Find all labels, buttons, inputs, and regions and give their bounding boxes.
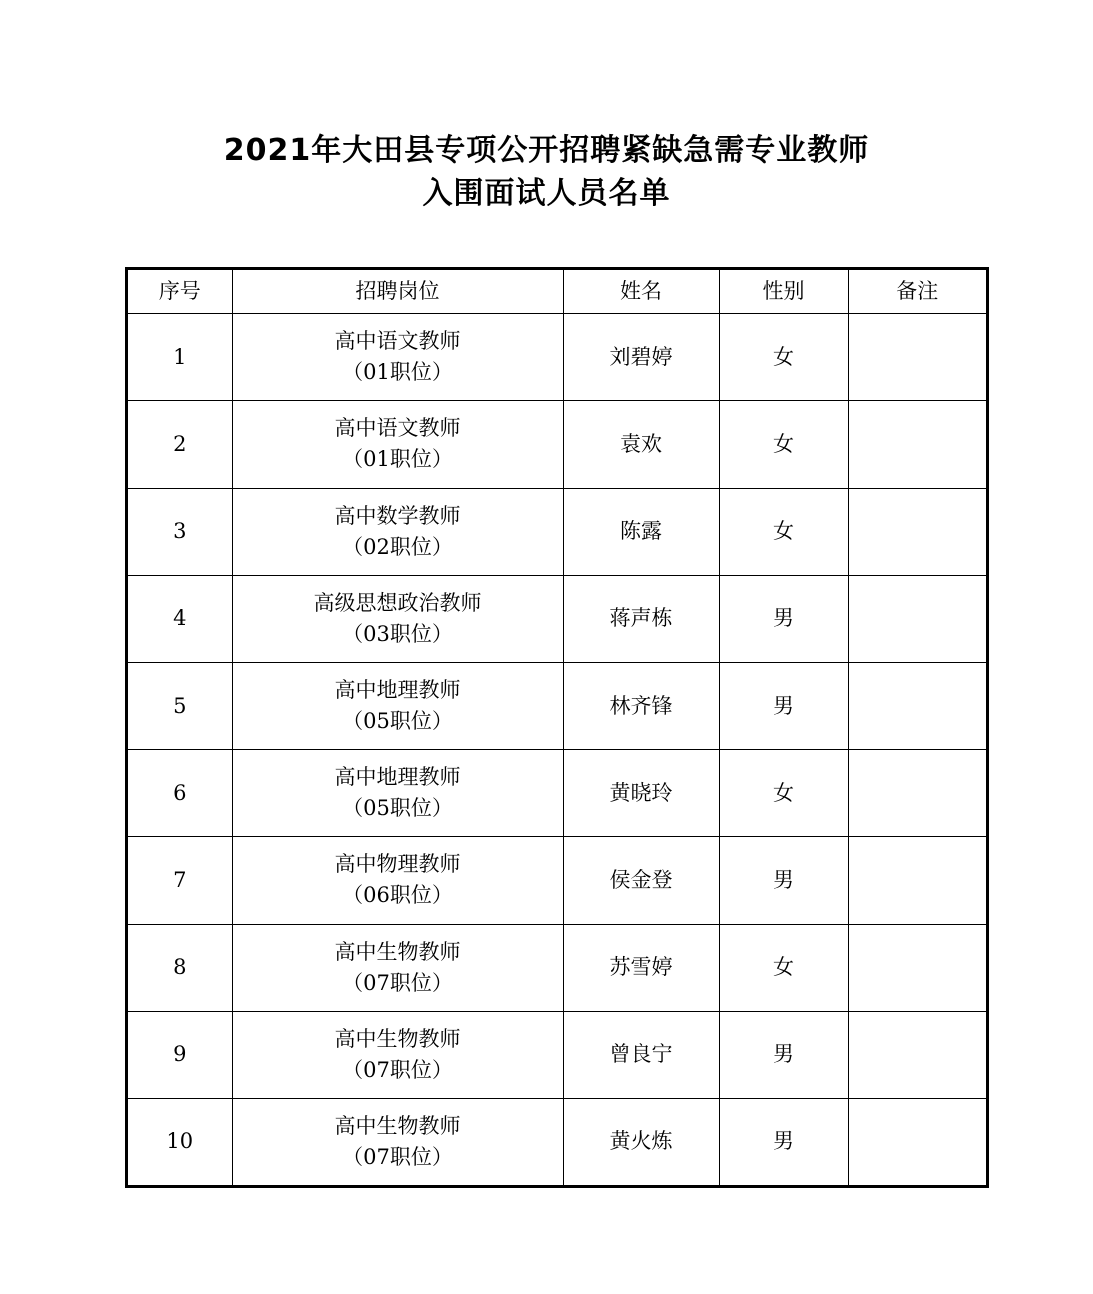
cell-post: [232, 401, 563, 488]
cell-no: 2: [128, 401, 232, 488]
cell-remark: [848, 575, 986, 662]
cell-gender: 女: [719, 488, 848, 575]
table-header-row: [128, 270, 986, 314]
cell-gender: 女: [719, 924, 848, 1011]
cell-gender: 女: [719, 401, 848, 488]
cell-gender: 女: [719, 750, 848, 837]
table-row: [128, 314, 986, 401]
cell-name: 苏雪婷: [563, 924, 719, 1011]
header-post: 招聘岗位: [232, 270, 563, 314]
cell-gender: 男: [719, 1011, 848, 1098]
cell-name: 袁欢: [563, 401, 719, 488]
cell-gender: 女: [719, 314, 848, 401]
table-row: [128, 488, 986, 575]
post-title: 高中生物教师: [334, 939, 461, 964]
cell-post: [232, 575, 563, 662]
table-row: [128, 750, 986, 837]
cell-gender: 男: [719, 575, 848, 662]
cell-post: [232, 1098, 563, 1185]
table-row: [128, 575, 986, 662]
post-code: （07职位）: [342, 1057, 453, 1082]
cell-no: 10: [128, 1098, 232, 1185]
cell-name: 刘碧婷: [563, 314, 719, 401]
post-title: 高中数学教师: [334, 503, 461, 528]
cell-post: [232, 1011, 563, 1098]
cell-name: 曾良宁: [563, 1011, 719, 1098]
post-title: 高中语文教师: [334, 329, 461, 354]
post-code: （06职位）: [342, 883, 453, 908]
table-row: [128, 837, 986, 924]
post-title: 高中生物教师: [334, 1113, 461, 1138]
table-row: [128, 924, 986, 1011]
post-title: 高中地理教师: [334, 678, 461, 702]
post-code: （03职位）: [342, 621, 453, 646]
cell-remark: [848, 488, 986, 575]
cell-remark: [848, 837, 986, 924]
cell-gender: 男: [719, 837, 848, 924]
header-gender: 性别: [719, 270, 848, 314]
cell-remark: [848, 401, 986, 488]
document-title: 2021年大田县专项公开招聘紧缺急需专业教师: [223, 133, 870, 168]
cell-remark: [848, 1098, 986, 1185]
cell-name: 蒋声栋: [563, 575, 719, 662]
table-row: [128, 1011, 986, 1098]
document-subtitle: 入围面试人员名单: [422, 176, 671, 211]
cell-name: 侯金登: [563, 837, 719, 924]
post-title: 高中地理教师: [334, 765, 461, 790]
table-row: [128, 1098, 986, 1185]
header-name: 姓名: [563, 270, 719, 314]
cell-remark: [848, 750, 986, 837]
cell-no: 3: [128, 488, 232, 575]
post-code: （05职位）: [342, 709, 453, 733]
post-title: 高中生物教师: [334, 1026, 461, 1051]
cell-gender: 男: [719, 1098, 848, 1185]
post-code: （07职位）: [342, 970, 453, 995]
post-title: 高中语文教师: [334, 416, 461, 441]
cell-name: 黄火炼: [563, 1098, 719, 1185]
post-code: （01职位）: [342, 360, 453, 385]
cell-name: 林齐锋: [563, 662, 719, 749]
cell-remark: [848, 924, 986, 1011]
cell-name: 陈露: [563, 488, 719, 575]
cell-post: [232, 924, 563, 1011]
header-no: 序号: [128, 270, 232, 314]
candidate-table: [125, 267, 989, 1188]
cell-post: [232, 314, 563, 401]
cell-post: [232, 488, 563, 575]
cell-post: [232, 750, 563, 837]
cell-gender: 男: [719, 662, 848, 749]
post-title: 高级思想政治教师: [313, 590, 482, 615]
cell-no: 7: [128, 837, 232, 924]
header-remark: 备注: [848, 270, 986, 314]
post-code: （01职位）: [342, 447, 453, 472]
cell-no: 4: [128, 575, 232, 662]
cell-no: 6: [128, 750, 232, 837]
post-title: 高中物理教师: [334, 852, 461, 877]
cell-post: [232, 662, 563, 749]
post-code: （05职位）: [342, 796, 453, 821]
cell-remark: [848, 1011, 986, 1098]
cell-post: [232, 837, 563, 924]
cell-remark: [848, 314, 986, 401]
cell-no: 8: [128, 924, 232, 1011]
table-row: [128, 401, 986, 488]
cell-no: 1: [128, 314, 232, 401]
cell-name: 黄晓玲: [563, 750, 719, 837]
table-row: [128, 662, 986, 749]
cell-no: 9: [128, 1011, 232, 1098]
cell-no: 5: [128, 662, 232, 749]
post-code: （07职位）: [342, 1144, 453, 1169]
post-code: （02职位）: [342, 534, 453, 559]
cell-remark: [848, 662, 986, 749]
